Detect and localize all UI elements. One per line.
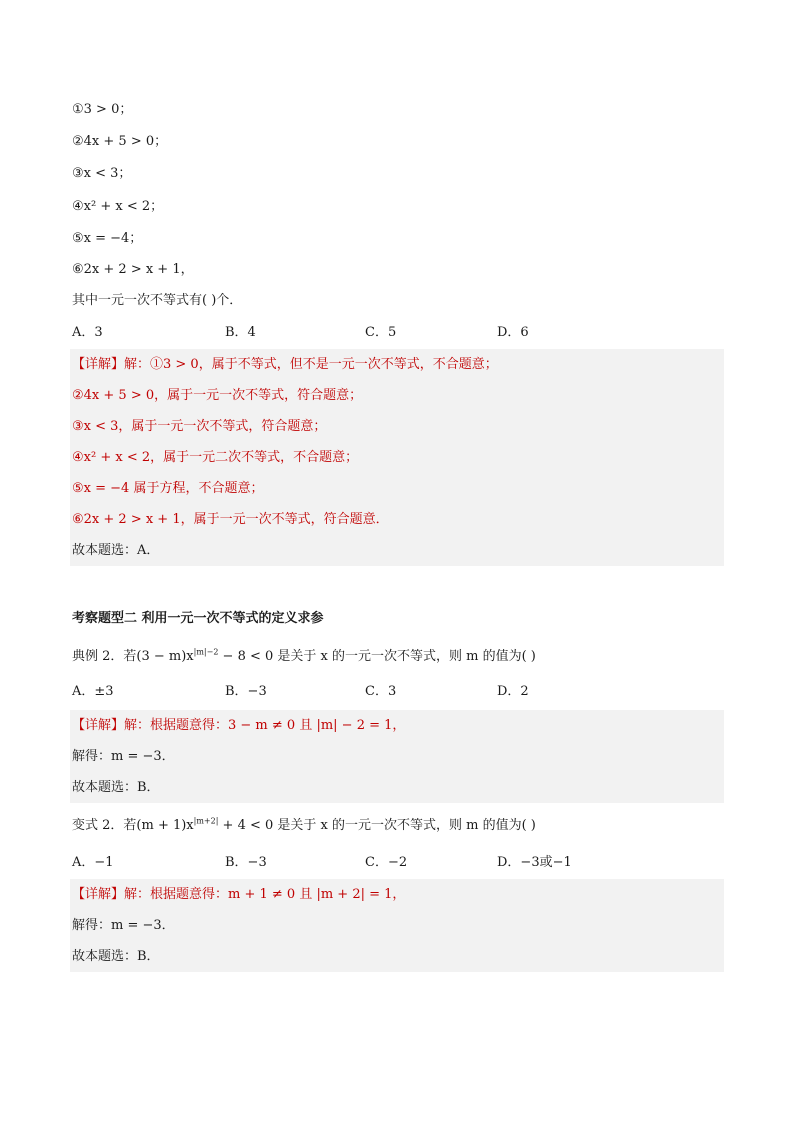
example2-answer-line-2: 解得：m = −3． (72, 749, 175, 764)
variant2-expr-exponent: |m+2| (193, 816, 219, 826)
example2-prefix: 典例 2．若 (72, 649, 137, 664)
q1-option-c: C．5 (365, 325, 397, 340)
q1-stem: 其中一元一次不等式有( )个． (72, 293, 243, 308)
example2-expr-base: (3 − m)x (136, 649, 194, 664)
q1-item-1: ①3 > 0； (72, 102, 133, 117)
q1-item-2: ②4x + 5 > 0； (72, 134, 168, 149)
example2-option-a: A．±3 (72, 684, 114, 699)
variant2-option-c: C．−2 (365, 855, 408, 870)
q1-item-5: ⑤x = −4； (72, 231, 143, 246)
variant2-option-d: D．−3或−1 (497, 855, 572, 870)
q1-options (72, 324, 722, 342)
variant2-answer-line-2: 解得：m = −3． (72, 918, 175, 933)
variant2-option-a: A．−1 (72, 855, 114, 870)
q1-item-6: ⑥2x + 2 > x + 1， (72, 262, 194, 277)
variant2-prefix: 变式 2．若 (72, 818, 137, 833)
q1-answer-line-7: 故本题选：A． (72, 543, 160, 558)
example2-options (72, 683, 722, 701)
variant2-option-b: B．−3 (225, 855, 267, 870)
q1-item-3: ③x < 3； (72, 166, 132, 181)
q1-answer-line-6: ⑥2x + 2 > x + 1，属于一元一次不等式，符合题意． (72, 512, 389, 527)
variant2-options (72, 854, 722, 872)
example2-option-c: C．3 (365, 684, 397, 699)
example2-option-d: D．2 (497, 684, 529, 699)
example2-option-b: B．−3 (225, 684, 267, 699)
q1-answer-line-4: ④x² + x < 2，属于一元二次不等式，不合题意； (72, 450, 359, 465)
variant2-answer-box (70, 879, 724, 972)
example2-expr-exponent: |m|−2 (193, 647, 219, 657)
example2-answer-line-1: 【详解】解：根据题意得：3 − m ≠ 0 且 |m| − 2 = 1， (72, 718, 406, 733)
example2-stem (72, 648, 536, 666)
example2-answer-line-3: 故本题选：B． (72, 780, 160, 795)
q1-answer-line-2: ②4x + 5 > 0，属于一元一次不等式，符合题意； (72, 388, 363, 403)
q1-option-a: A．3 (72, 325, 103, 340)
q1-answer-line-1: 【详解】解：①3 > 0，属于不等式，但不是一元一次不等式，不合题意； (72, 357, 498, 372)
variant2-stem (72, 817, 536, 835)
section-heading: 考察题型二 利用一元一次不等式的定义求参 (72, 611, 324, 626)
variant2-expr-base: (m + 1)x (136, 818, 194, 833)
variant2-answer-line-3: 故本题选：B． (72, 949, 160, 964)
q1-item-4: ④x² + x < 2； (72, 199, 164, 214)
variant2-suffix: + 4 < 0 是关于 x 的一元一次不等式，则 m 的值为( ) (218, 818, 536, 833)
example2-suffix: − 8 < 0 是关于 x 的一元一次不等式，则 m 的值为( ) (218, 649, 536, 664)
variant2-answer-line-1: 【详解】解：根据题意得：m + 1 ≠ 0 且 |m + 2| = 1， (72, 887, 406, 902)
q1-answer-line-5: ⑤x = −4 属于方程，不合题意； (72, 481, 264, 496)
q1-answer-box (70, 349, 724, 566)
q1-option-d: D．6 (497, 325, 529, 340)
q1-answer-line-3: ③x < 3，属于一元一次不等式，符合题意； (72, 419, 327, 434)
example2-answer-box (70, 710, 724, 803)
q1-option-b: B．4 (225, 325, 256, 340)
